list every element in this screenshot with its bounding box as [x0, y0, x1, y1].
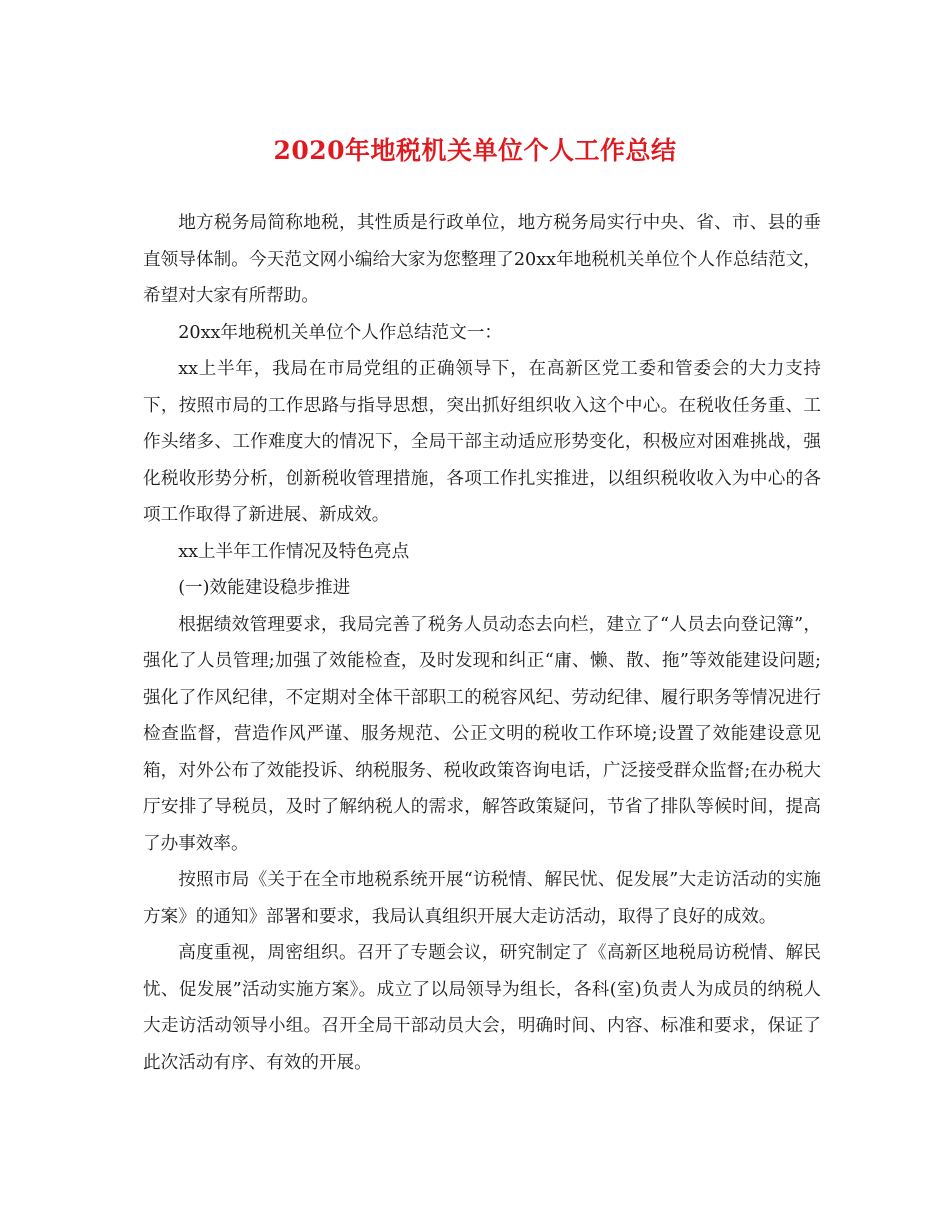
paragraph-efficiency: 根据绩效管理要求，我局完善了税务人员动态去向栏，建立了“人员去向登记簿”，强化了人员管理;加强了效能检查，及时发现和纠正“庸、懒、散、拖”等效能建设问题;强化了作风纪律，不定期对全体干部职工的税容风纪、劳动纪律、履行职务等情况进行检查监督，营造作风严谨、服务规范、公正文明的税收工作环境;设置了效能建设意见箱，对外公布了效能投诉、纳税服务、税收政策咨询电话，广泛接受群众监督;在办税大厅安排了导税员，及时了解纳税人的需求，解答政策疑问，节省了排队等候时间，提高了办事效率。: [143, 614, 821, 854]
paragraph-organization: 高度重视，周密组织。召开了专题会议，研究制定了《高新区地税局访税情、解民忧、促发展”活动实施方案》。成立了以局领导为组长，各科(室)负责人为成员的纳税人大走访活动领导小组。召开全局干部动员大会，明确时间、内容、标准和要求，保证了此次活动有序、有效的开展。: [143, 943, 821, 1073]
paragraph-sample-heading: 20xx年地税机关单位个人作总结范文一：: [178, 322, 502, 343]
document-body: [143, 205, 821, 1081]
paragraph-section-heading: xx上半年工作情况及特色亮点: [178, 541, 410, 562]
paragraph-subsection-heading: (一)效能建设稳步推进: [178, 578, 351, 598]
document-title: 2020年地税机关单位个人工作总结: [273, 136, 677, 165]
paragraph-overview: xx上半年，我局在市局党组的正确领导下，在高新区党工委和管委会的大力支持下，按照市局的工作思路与指导思想，突出抓好组织收入这个中心。在税收任务重、工作头绪多、工作难度大的情况下，全局干部主动适应形势变化，积极应对困难挑战，强化税收形势分析，创新税收管理措施，各项工作扎实推进，以组织税收收入为中心的各项工作取得了新进展、新成效。: [143, 359, 821, 525]
paragraph-intro: 地方税务局简称地税，其性质是行政单位，地方税务局实行中央、省、市、县的垂直领导体制。今天范文网小编给大家为您整理了20xx年地税机关单位个人作总结范文，希望对大家有所帮助。: [143, 213, 821, 306]
paragraph-visit-activity: 按照市局《关于在全市地税系统开展“访税情、解民忧、促发展”大走访活动的实施方案》的通知》部署和要求，我局认真组织开展大走访活动，取得了良好的成效。: [143, 870, 821, 927]
